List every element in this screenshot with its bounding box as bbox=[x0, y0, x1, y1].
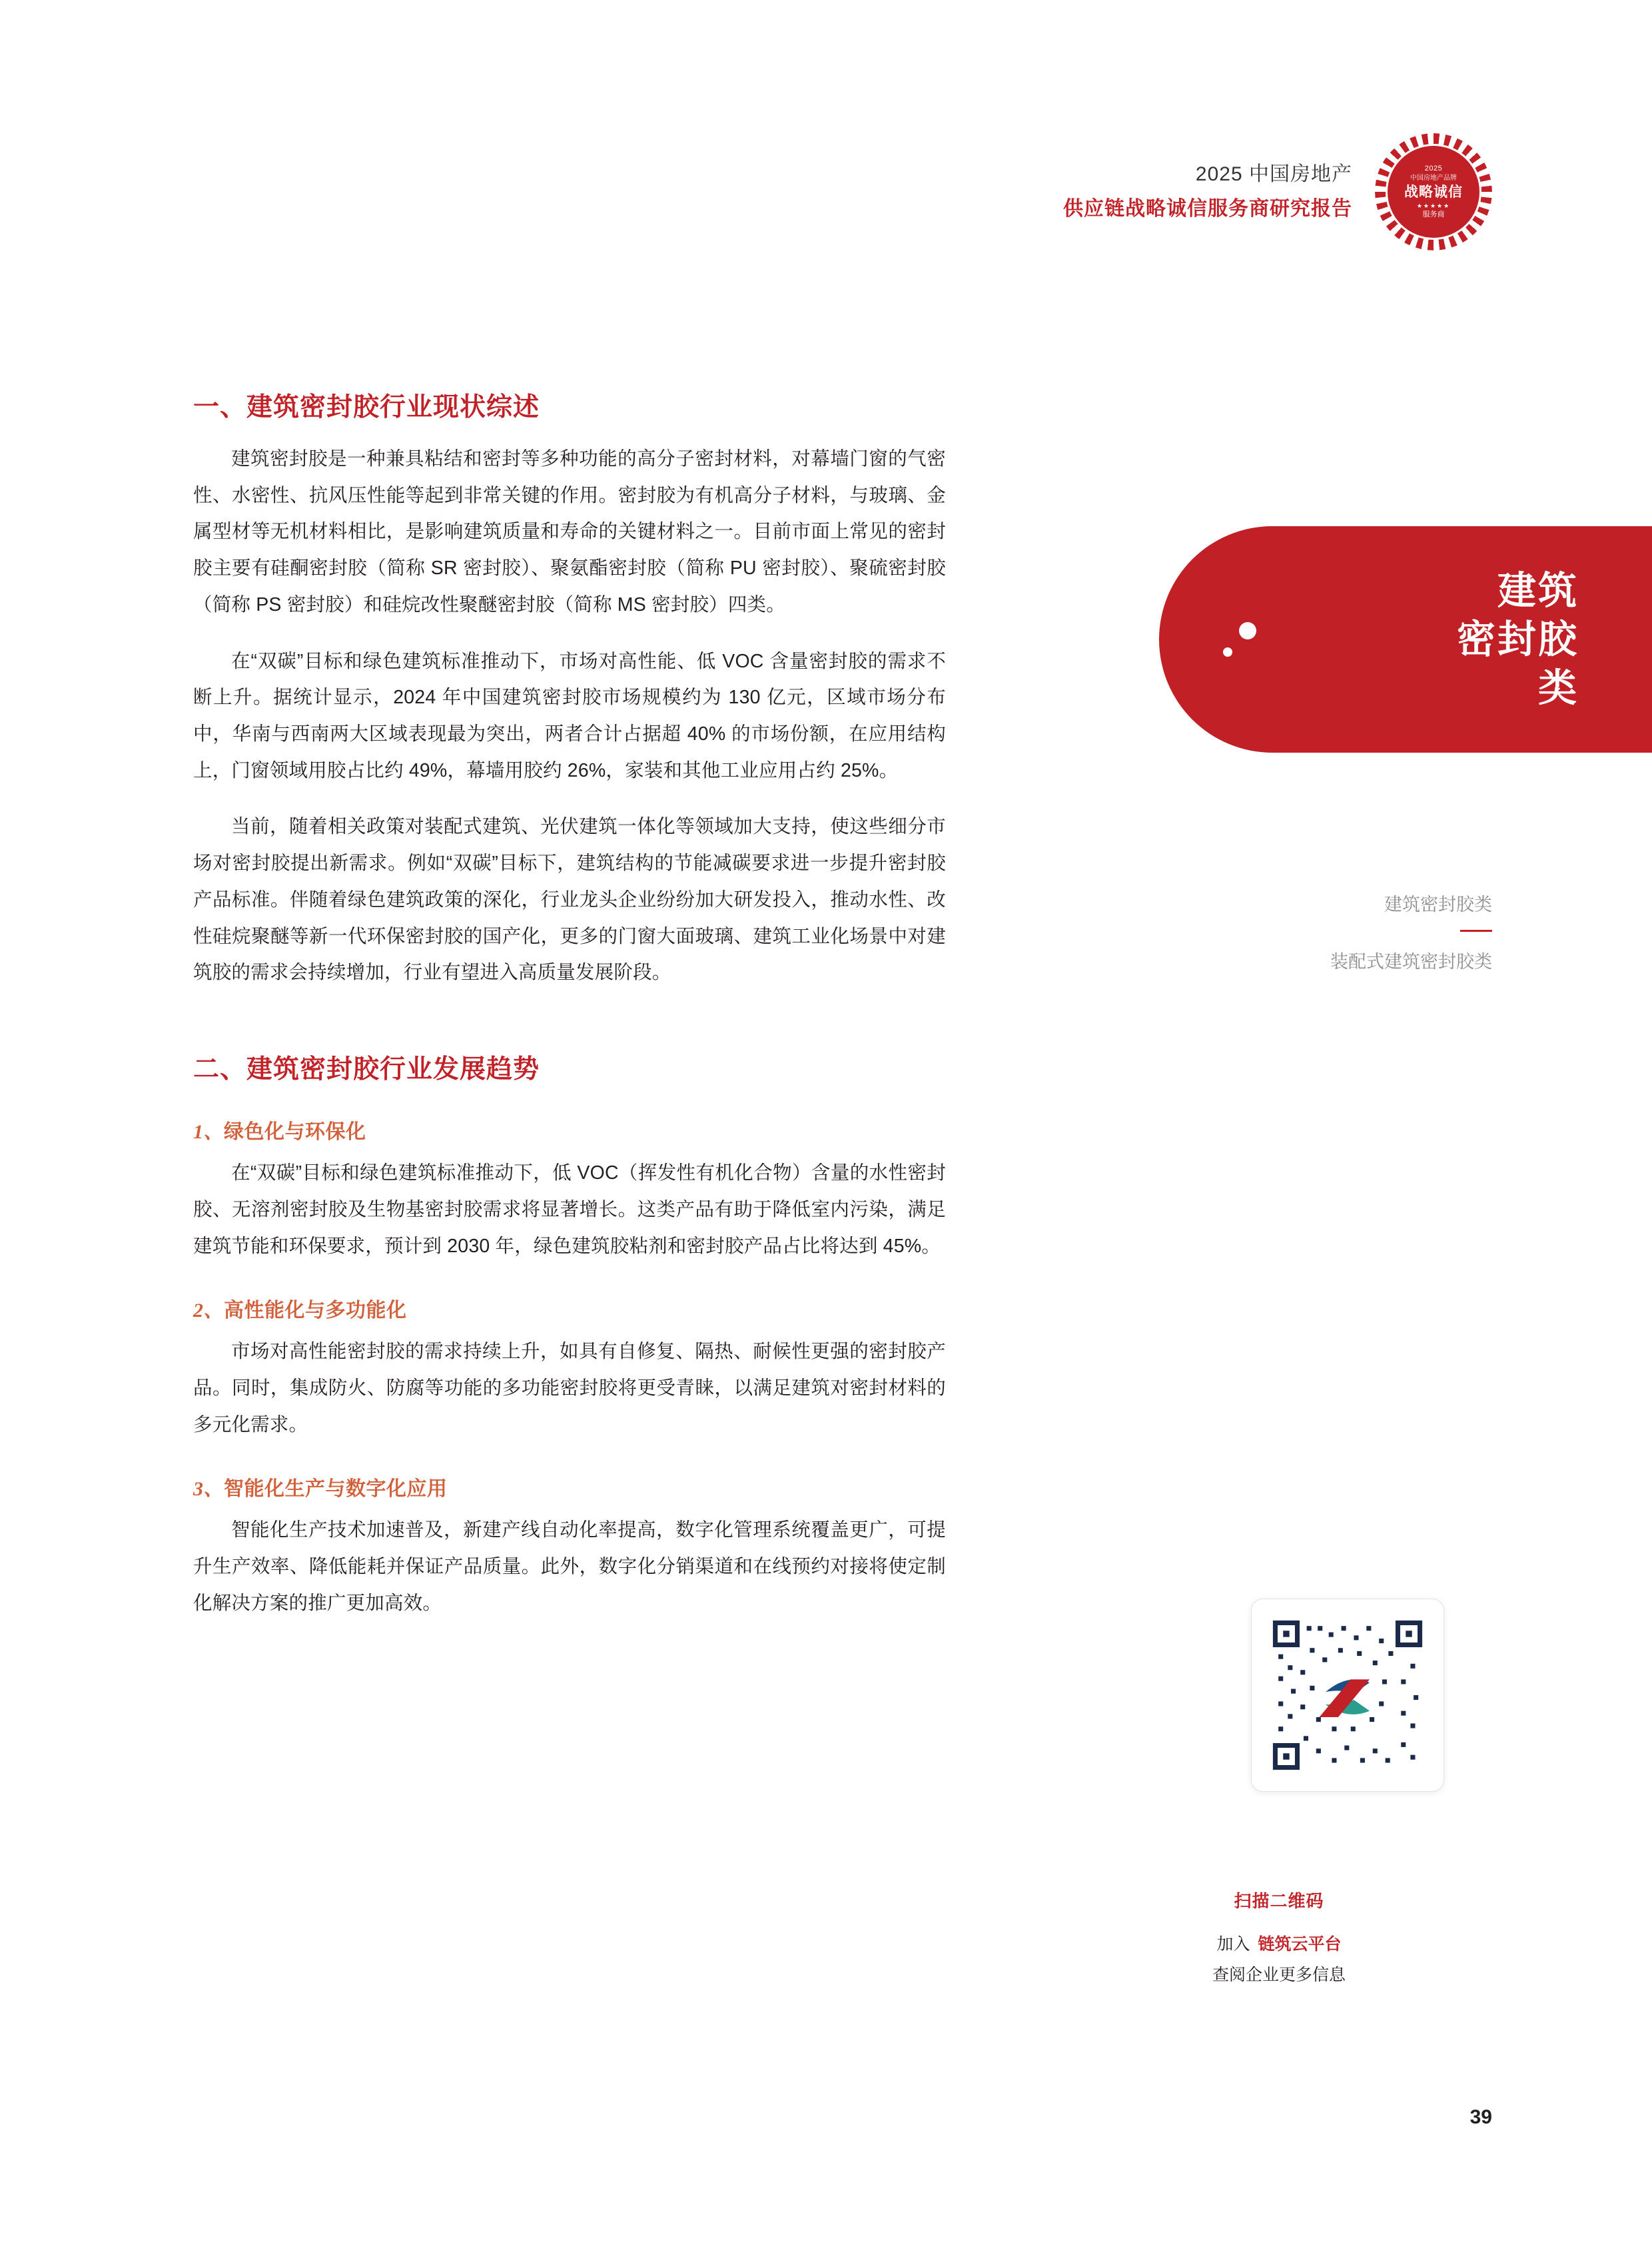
qr-caption bbox=[1066, 1885, 1492, 1991]
section-2-item-1-body: 在“双碳”目标和绿色建筑标准推动下，低 VOC（挥发性有机化合物）含量的水性密封胶、无溶剂密封胶及生物基密封胶需求将显著增长。这类产品有助于降低室内污染，满足建筑节能和环保要求，预计到 2030 年，绿色建筑胶粘剂和密封胶产品占比将达到 45%。 bbox=[193, 1162, 946, 1257]
section-1-heading: 一、建筑密封胶行业现状综述 bbox=[193, 393, 540, 422]
qr-code-container bbox=[1251, 1599, 1444, 1792]
tab-title-line-3: 类 bbox=[1537, 666, 1579, 710]
qr-code-icon bbox=[1269, 1617, 1426, 1774]
seal-bottom-text: 服务商 bbox=[1422, 210, 1445, 218]
section-2-item-3-label: 智能化生产与数字化应用 bbox=[224, 1478, 448, 1501]
seal-inner bbox=[1386, 144, 1481, 240]
header-line-2: 供应链战略诚信服务商研究报告 bbox=[1063, 198, 1352, 220]
tab-dot-small-icon bbox=[1223, 647, 1232, 657]
seal-subtitle: 中国房地产品牌 bbox=[1410, 175, 1457, 182]
main-content bbox=[193, 386, 946, 1642]
section-2-item-1-number: 1、 bbox=[193, 1121, 224, 1144]
seal-stars: ★★★★★ bbox=[1416, 202, 1451, 209]
seal-year: 2025 bbox=[1424, 165, 1443, 173]
category-side-nav bbox=[1066, 893, 1492, 975]
section-1-paragraph-2: 在“双碳”目标和绿色建筑标准推动下，市场对高性能、低 VOC 含量密封胶的需求不断上升。据统计显示，2024 年中国建筑密封胶市场规模约为 130 亿元，区域市场分布中，华南与西南两大区域表现最为突出，两者合计占据超 40% 的市场份额，在应用结构上，门窗领域用胶占比约 49%，幕墙用胶约 26%，家装和其他工业应用占约 25%。 bbox=[193, 650, 946, 781]
section-2-item-2-title bbox=[193, 1294, 946, 1323]
section-2-heading: 二、建筑密封胶行业发展趋势 bbox=[193, 1055, 540, 1084]
tab-dot-large-icon bbox=[1239, 622, 1256, 639]
section-2-item-3-number: 3、 bbox=[193, 1478, 224, 1501]
section-1-paragraph-1: 建筑密封胶是一种兼具粘结和密封等多种功能的高分子密封材料，对幕墙门窗的气密性、水密性、抗风压性能等起到非常关键的作用。密封胶为有机高分子材料，与玻璃、金属型材等无机材料相比，是影响建筑质量和寿命的关键材料之一。目前市面上常见的密封胶主要有硅酮密封胶（简称 SR 密封胶）、聚氨酯密封胶（简称 PU 密封胶）、聚硫密封胶（简称 PS 密封胶）和硅烷改性聚醚密封胶（简称 MS 密封胶）四类。 bbox=[193, 448, 946, 615]
section-2-item-3-title bbox=[193, 1472, 946, 1501]
section-2-item-3-body: 智能化生产技术加速普及，新建产线自动化率提高，数字化管理系统覆盖更广，可提升生产效率、降低能耗并保证产品质量。此外，数字化分销渠道和在线预约对接将使定制化解决方案的推广更加高效。 bbox=[193, 1519, 946, 1614]
category-tab bbox=[1159, 526, 1652, 753]
qr-brand-name[interactable]: 链筑云平台 bbox=[1258, 1935, 1342, 1954]
section-1-paragraph-3: 当前，随着相关政策对装配式建筑、光伏建筑一体化等领域加大支持，使这些细分市场对密封胶提出新需求。例如“双碳”目标下，建筑结构的节能减碳要求进一步提升密封胶产品标准。伴随着绿色建筑政策的深化，行业龙头企业纷纷加大研发投入，推动水性、改性硅烷聚醚等新一代环保密封胶的国产化，更多的门窗大面玻璃、建筑工业化场景中对建筑胶的需求会持续增加，行业有望进入高质量发展阶段。 bbox=[193, 816, 946, 984]
qr-join-prefix: 加入 bbox=[1216, 1935, 1250, 1954]
qr-scan-label: 扫描二维码 bbox=[1234, 1891, 1324, 1911]
sidebar-item-prefab-sealant[interactable]: 装配式建筑密封胶类 bbox=[1330, 951, 1492, 972]
header-title-block bbox=[1063, 157, 1352, 227]
seal-main-text: 战略诚信 bbox=[1404, 184, 1463, 200]
qr-join-line bbox=[1066, 1929, 1492, 1960]
page-number: 39 bbox=[1469, 2106, 1492, 2128]
sidebar-divider bbox=[1460, 930, 1492, 932]
tab-dots-decoration bbox=[1223, 622, 1256, 657]
section-2-item-2-number: 2、 bbox=[193, 1300, 224, 1322]
header-line-1: 2025 中国房地产 bbox=[1195, 163, 1352, 185]
category-tab-title bbox=[1457, 566, 1579, 712]
section-2-item-1-title bbox=[193, 1115, 946, 1144]
page-header bbox=[1063, 133, 1492, 250]
section-2-item-2-body: 市场对高性能密封胶的需求持续上升，如具有自修复、隔热、耐候性更强的密封胶产品。同时，集成防火、防腐等功能的多功能密封胶将更受青睐，以满足建筑对密封材料的多元化需求。 bbox=[193, 1341, 946, 1435]
qr-more-info: 查阅企业更多信息 bbox=[1212, 1966, 1346, 1985]
certification-seal-icon bbox=[1375, 133, 1492, 250]
tab-title-line-1: 建筑 bbox=[1497, 569, 1579, 613]
tab-title-line-2: 密封胶 bbox=[1456, 617, 1579, 661]
section-2-item-1-label: 绿色化与环保化 bbox=[224, 1121, 366, 1144]
section-2-item-2-label: 高性能化与多功能化 bbox=[224, 1300, 407, 1322]
sidebar-item-sealant[interactable]: 建筑密封胶类 bbox=[1384, 895, 1492, 915]
